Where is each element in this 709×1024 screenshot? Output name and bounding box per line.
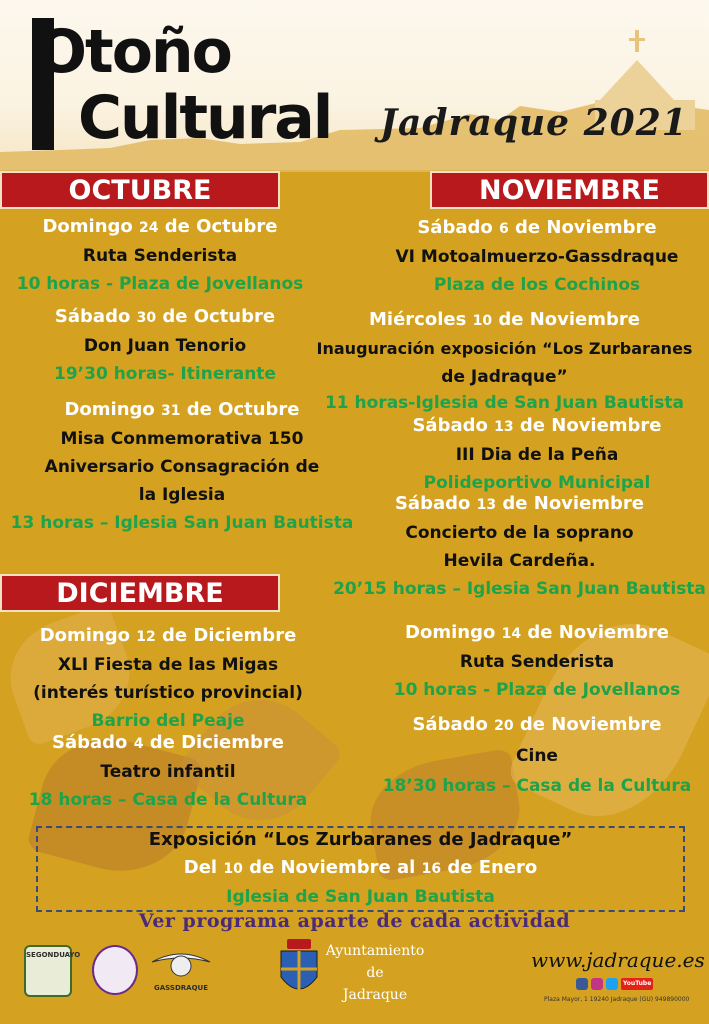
ver-programa-text: Ver programa aparte de cada actividad xyxy=(138,910,571,932)
exposicion-title: Exposición “Los Zurbaranes de Jadraque” xyxy=(148,829,573,850)
gassdraque-logo-icon: GASSDRAQUE xyxy=(150,950,212,990)
event-name: Don Juan Tenorio xyxy=(83,336,247,356)
ayuntamiento-label: Ayuntamiento de Jadraque xyxy=(325,943,425,1003)
real-madrid-pena-logo-icon xyxy=(92,945,138,995)
event-name: Ruta Senderista xyxy=(82,246,238,266)
event-location: Plaza de los Cochinos xyxy=(433,275,641,295)
event-date: Miércoles 10 de Noviembre xyxy=(369,309,640,330)
event-diciembre-12 xyxy=(0,622,336,735)
event-octubre-31 xyxy=(0,396,364,537)
event-date: Sábado 20 de Noviembre xyxy=(412,714,662,735)
event-noviembre-13a xyxy=(370,412,704,497)
event-location: 18 horas – Casa de la Cultura xyxy=(28,790,308,810)
coat-of-arms-icon xyxy=(279,939,319,1001)
month-banner-octubre: OCTUBRE xyxy=(0,171,280,209)
event-diciembre-4 xyxy=(0,729,336,814)
event-name-line: la Iglesia xyxy=(138,485,226,505)
event-date: Sábado 30 de Octubre xyxy=(54,306,276,327)
exposicion-content xyxy=(36,826,685,911)
event-noviembre-6 xyxy=(370,214,704,299)
event-name-line: Hevila Cardeña. xyxy=(443,551,596,571)
event-noviembre-20 xyxy=(370,711,704,800)
event-location: 10 horas - Plaza de Jovellanos xyxy=(393,680,681,700)
event-name: Teatro infantil xyxy=(100,762,236,782)
event-noviembre-10 xyxy=(300,306,709,415)
event-octubre-30 xyxy=(0,303,330,388)
event-location: Barrio del Peaje xyxy=(91,711,245,731)
event-date: Domingo 24 de Octubre xyxy=(42,216,278,237)
website-link[interactable]: www.jadraque.es xyxy=(531,948,705,972)
event-name-line: Aniversario Consagración de xyxy=(44,457,320,477)
month-banner-noviembre: NOVIEMBRE xyxy=(430,171,709,209)
title-line-2: Cultural xyxy=(78,83,332,153)
event-octubre-24 xyxy=(0,213,320,298)
event-date: Domingo 14 de Noviembre xyxy=(405,622,669,643)
twitter-icon[interactable] xyxy=(606,978,618,990)
exposicion-dates: Del 10 de Noviembre al 16 de Enero xyxy=(183,857,538,878)
event-name-line: Misa Conmemorativa 150 xyxy=(60,429,304,449)
event-noviembre-13b xyxy=(330,490,709,603)
title-line-1: Otoño xyxy=(36,17,231,87)
event-name-line: (interés turístico provincial) xyxy=(33,683,303,703)
event-location: 11 horas-Iglesia de San Juan Bautista xyxy=(324,393,685,413)
event-location: Polideportivo Municipal xyxy=(423,473,651,493)
social-icons xyxy=(576,978,653,990)
event-date: Sábado 6 de Noviembre xyxy=(417,217,657,238)
exposicion-location: Iglesia de San Juan Bautista xyxy=(226,887,495,907)
event-location: 13 horas – Iglesia San Juan Bautista xyxy=(10,513,354,533)
event-noviembre-14 xyxy=(370,619,704,704)
event-date: Domingo 12 de Diciembre xyxy=(39,625,297,646)
instagram-icon[interactable] xyxy=(591,978,603,990)
event-date: Domingo 31 de Octubre xyxy=(64,399,300,420)
event-date: Sábado 13 de Noviembre xyxy=(412,415,662,436)
subtitle-jadraque: Jadraque 2021 xyxy=(380,102,688,144)
month-banner-diciembre: DICIEMBRE xyxy=(0,574,280,612)
event-name-line: XLI Fiesta de las Migas xyxy=(57,655,279,675)
event-date: Sábado 13 de Noviembre xyxy=(394,493,645,514)
event-name-line: Concierto de la soprano xyxy=(405,523,634,543)
event-location: 19’30 horas- Itinerante xyxy=(54,364,276,384)
event-location: 10 horas - Plaza de Jovellanos xyxy=(16,274,304,294)
event-name: VI Motoalmuerzo-Gassdraque xyxy=(395,247,679,267)
event-location: 20’15 horas – Iglesia San Juan Bautista xyxy=(333,579,706,599)
event-name-line: Inauguración exposición “Los Zurbaranes xyxy=(316,339,693,358)
event-name-line: de Jadraque” xyxy=(441,367,568,387)
event-name: Cine xyxy=(516,746,558,766)
event-name: III Dia de la Peña xyxy=(455,445,619,465)
address-text: Plaza Mayor, 1 19240 Jadraque (GU) 949890000 xyxy=(544,996,690,1003)
club-logo-icon: SEGONDUAYO xyxy=(24,945,72,997)
event-name: Ruta Senderista xyxy=(459,652,615,672)
event-location: 18’30 horas – Casa de la Cultura xyxy=(382,776,692,796)
event-date: Sábado 4 de Diciembre xyxy=(52,732,284,753)
facebook-icon[interactable] xyxy=(576,978,588,990)
youtube-icon[interactable]: YouTube xyxy=(621,978,653,990)
